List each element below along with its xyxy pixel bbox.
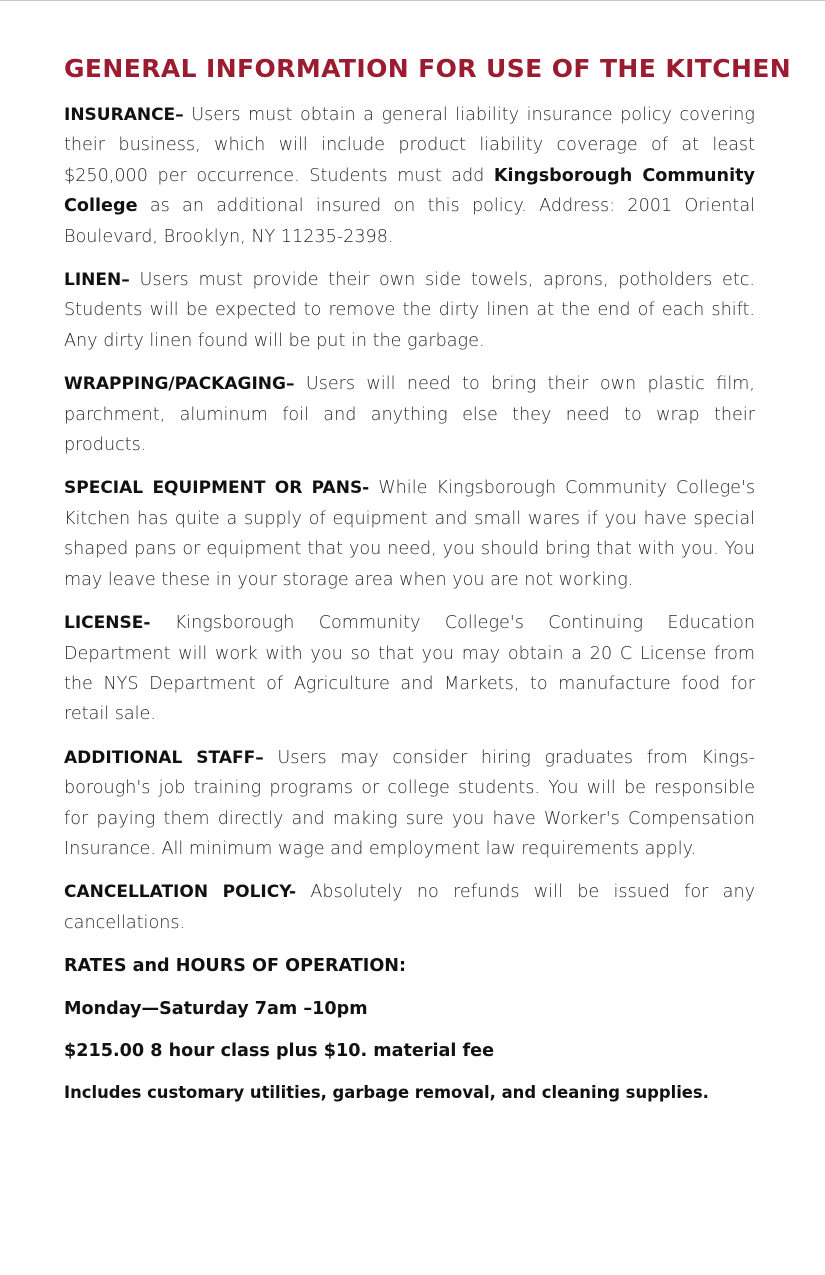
page-title: GENERAL INFORMATION FOR USE OF THE KITCHEN [64,54,792,83]
wrapping-label: WRAPPING/PACKAGING– [64,374,295,395]
insurance-text-part-2: as an additional insured on this policy. Address: 2001 Oriental Boulevard, Brooklyn, NY 11235-2398. [64,196,755,247]
wrapping-text: Users will need to bring their own plastic film, parchment, aluminum foil and anything else they need to wrap their products. [64,374,755,456]
hours-of-operation: Monday—Saturday 7am –10pm [64,998,368,1019]
wrapping-section [64,369,755,460]
linen-section [64,265,755,356]
linen-label: LINEN– [64,270,130,291]
additional-staff-label: ADDITIONAL STAFF– [64,747,264,768]
cancellation-text: Absolutely no refunds will be issued for any cancellations. [64,882,756,933]
special-equipment-text: While Kingsborough Community College's Kitchen has quite a supply of equipment and small wares if you have special shaped pans or equipment that you need, you should bring that with you. You may leave these in your storage area when you are not working. [64,478,755,590]
price-line: $215.00 8 hour class plus $10. material fee [64,1040,495,1061]
additional-staff-section [64,743,755,865]
license-label: LICENSE- [64,613,151,634]
special-equipment-section [64,473,755,595]
cancellation-section [64,877,755,938]
license-text: Kingsborough Community College's Continuing Education Department will work with you so that you may obtain a 20 C License from the NYS Department of Agriculture and Markets, to manufacture food for retail sale. [64,613,755,725]
top-border-line [0,0,825,1]
additional-staff-text: Users may consider hiring graduates from Kingsborough's job training programs or college students. You will be responsible for paying them directly and making sure you have Worker's Compensation Insurance. All minimum wage and employment law requirements apply. [64,747,755,859]
insurance-text-part-1: Users must obtain a general liability insurance policy covering their business, which will include product liability coverage of at least $250,000 per occurrence. Students must add [64,105,755,186]
includes-note: Includes customary utilities, garbage removal, and cleaning supplies. [64,1083,709,1103]
linen-text: Users must provide their own side towels, aprons, potholders etc. Students will be expected to remove the dirty linen at the end of each shift. Any dirty linen found will be put in the garbage. [64,270,755,351]
insurance-section [64,100,755,252]
license-section [64,608,755,730]
special-equipment-label: SPECIAL EQUIPMENT OR PANS- [64,478,370,499]
document-page [64,52,792,1121]
rates-heading: RATES and HOURS OF OPERATION: [64,956,407,977]
insurance-college-name: Kingsborough Community College [64,165,755,217]
insurance-label: INSURANCE– [64,105,184,125]
cancellation-label: CANCELLATION POLICY- [64,882,297,903]
